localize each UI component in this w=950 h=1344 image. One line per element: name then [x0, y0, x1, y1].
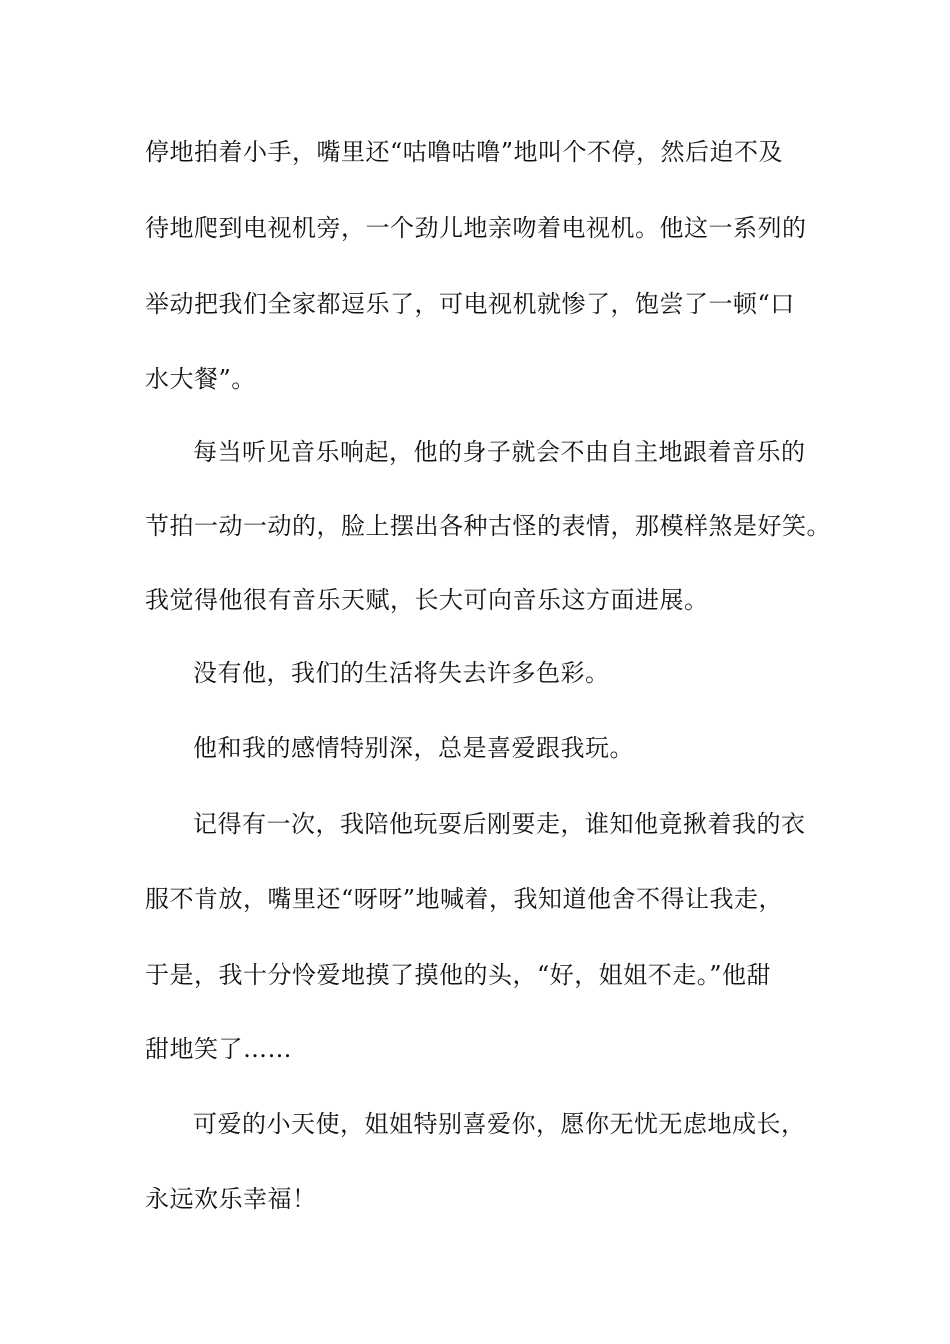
- text-line: 节拍一动一动的，脸上摆出各种古怪的表情，那模样煞是好笑。: [145, 512, 831, 540]
- text-line: 举动把我们全家都逗乐了，可电视机就惨了，饱尝了一顿“口: [145, 290, 795, 318]
- text-line: 甜地笑了……: [145, 1035, 292, 1063]
- text-line: 我觉得他很有音乐天赋，长大可向音乐这方面进展。: [145, 586, 709, 614]
- text-line: 水大餐”。: [145, 365, 256, 393]
- text-line: 永远欢乐幸福！: [145, 1185, 317, 1213]
- text-line: 待地爬到电视机旁，一个劲儿地亲吻着电视机。他这一系列的: [145, 214, 807, 242]
- text-line: 于是，我十分怜爱地摸了摸他的头，“好，姐姐不走。”他甜: [145, 961, 772, 989]
- paragraph-start-line: 可爱的小天使，姐姐特别喜爱你，愿你无忧无虑地成长，: [193, 1110, 806, 1138]
- paragraph-start-line: 记得有一次，我陪他玩耍后刚要走，谁知他竟揪着我的衣: [193, 810, 806, 838]
- paragraph-start-line: 他和我的感情特别深，总是喜爱跟我玩。: [193, 734, 634, 762]
- paragraph-start-line: 没有他，我们的生活将失去许多色彩。: [193, 659, 610, 687]
- text-line: 停地拍着小手，嘴里还“咕噜咕噜”地叫个不停，然后迫不及: [145, 138, 784, 166]
- text-line: 服不肯放，嘴里还“呀呀”地喊着，我知道他舍不得让我走，: [145, 885, 784, 913]
- paragraph-start-line: 每当听见音乐响起，他的身子就会不由自主地跟着音乐的: [193, 438, 806, 466]
